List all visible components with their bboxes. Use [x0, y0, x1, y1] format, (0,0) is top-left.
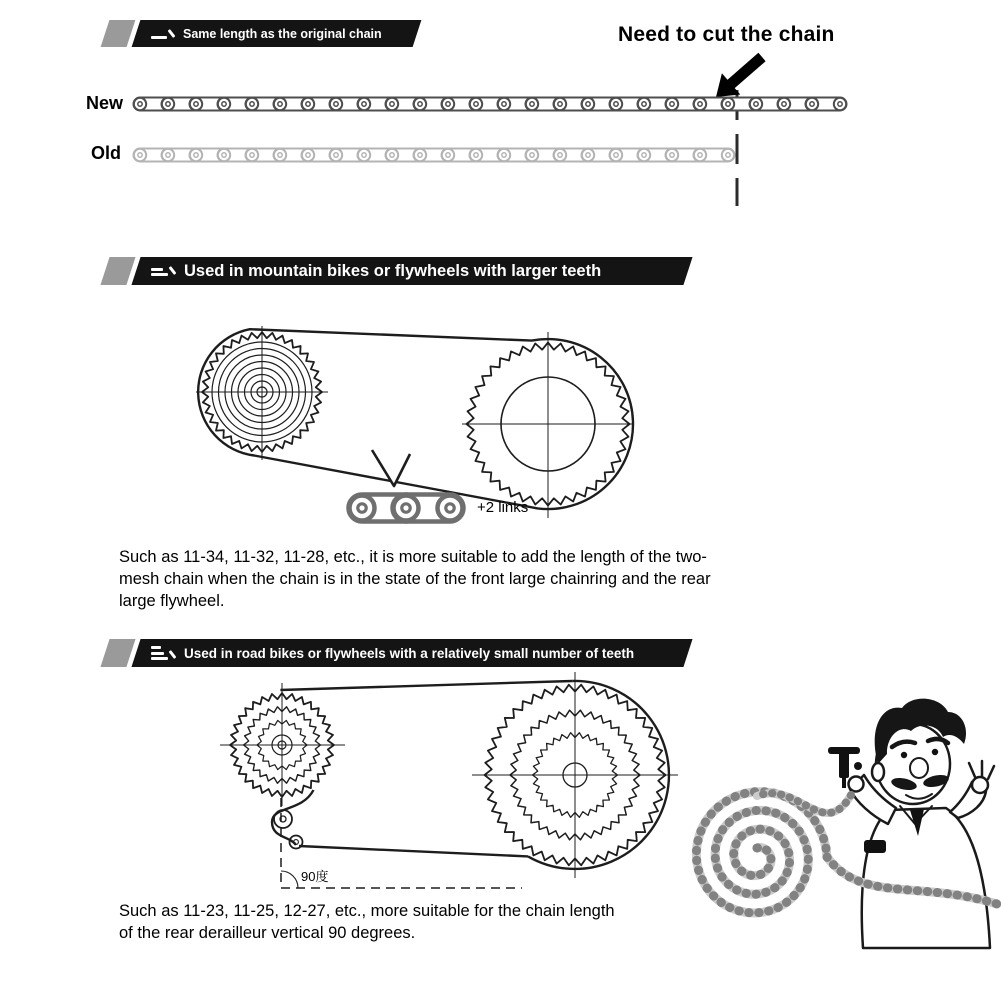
section3-paragraph: Such as 11-23, 11-25, 12-27, etc., more suitable for the chain length of the rear derailleur vertical 90 degrees. — [119, 902, 615, 942]
section2-paragraph: Such as 11-34, 11-32, 11-28, etc., it is more suitable to add the length of the two-mesh chain when the chain is in the state of the front large chainring and the rear large flywheel. — [119, 548, 711, 610]
angle-label: 90度 — [301, 869, 329, 884]
mascot-eye-left — [901, 752, 907, 758]
new-chain-graphic — [134, 98, 847, 111]
section3-banner — [105, 639, 688, 667]
section1-banner-title: Same length as the original chain — [183, 26, 382, 41]
cut-arrow-icon — [716, 53, 766, 97]
mascot-ear — [872, 763, 884, 781]
mascot-nose — [910, 758, 928, 778]
brand-badge — [864, 840, 886, 853]
mtb-drivetrain-diagram — [196, 326, 634, 518]
old-chain-graphic — [134, 149, 735, 162]
mascot — [828, 699, 994, 948]
mascot-left-hand — [849, 777, 864, 792]
banner-accent — [100, 257, 135, 285]
mascot-coat — [862, 808, 990, 948]
new-chain-label: New — [86, 93, 124, 113]
section3-banner-title: Used in road bikes or flywheels with a relatively small number of teeth — [184, 645, 635, 661]
numeral-one-icon — [151, 29, 173, 39]
extra-links-graphic — [349, 495, 464, 522]
banner-accent — [100, 639, 135, 667]
section2-banner-title: Used in mountain bikes or flywheels with larger teeth — [184, 261, 602, 280]
banner-accent — [101, 20, 136, 47]
plus-links-callout: +2 links — [477, 499, 529, 516]
mascot-ok-fingers — [969, 761, 994, 779]
numeral-two-icon — [151, 266, 174, 276]
cut-heading: Need to cut the chain — [618, 23, 835, 46]
mascot-eye-right — [932, 749, 938, 755]
road-drivetrain-diagram — [220, 672, 678, 888]
section2-banner — [105, 257, 688, 285]
old-chain-label: Old — [91, 143, 121, 163]
mascot-ok-hand — [972, 777, 988, 793]
numeral-three-icon — [151, 646, 174, 660]
section1-banner — [105, 20, 417, 47]
